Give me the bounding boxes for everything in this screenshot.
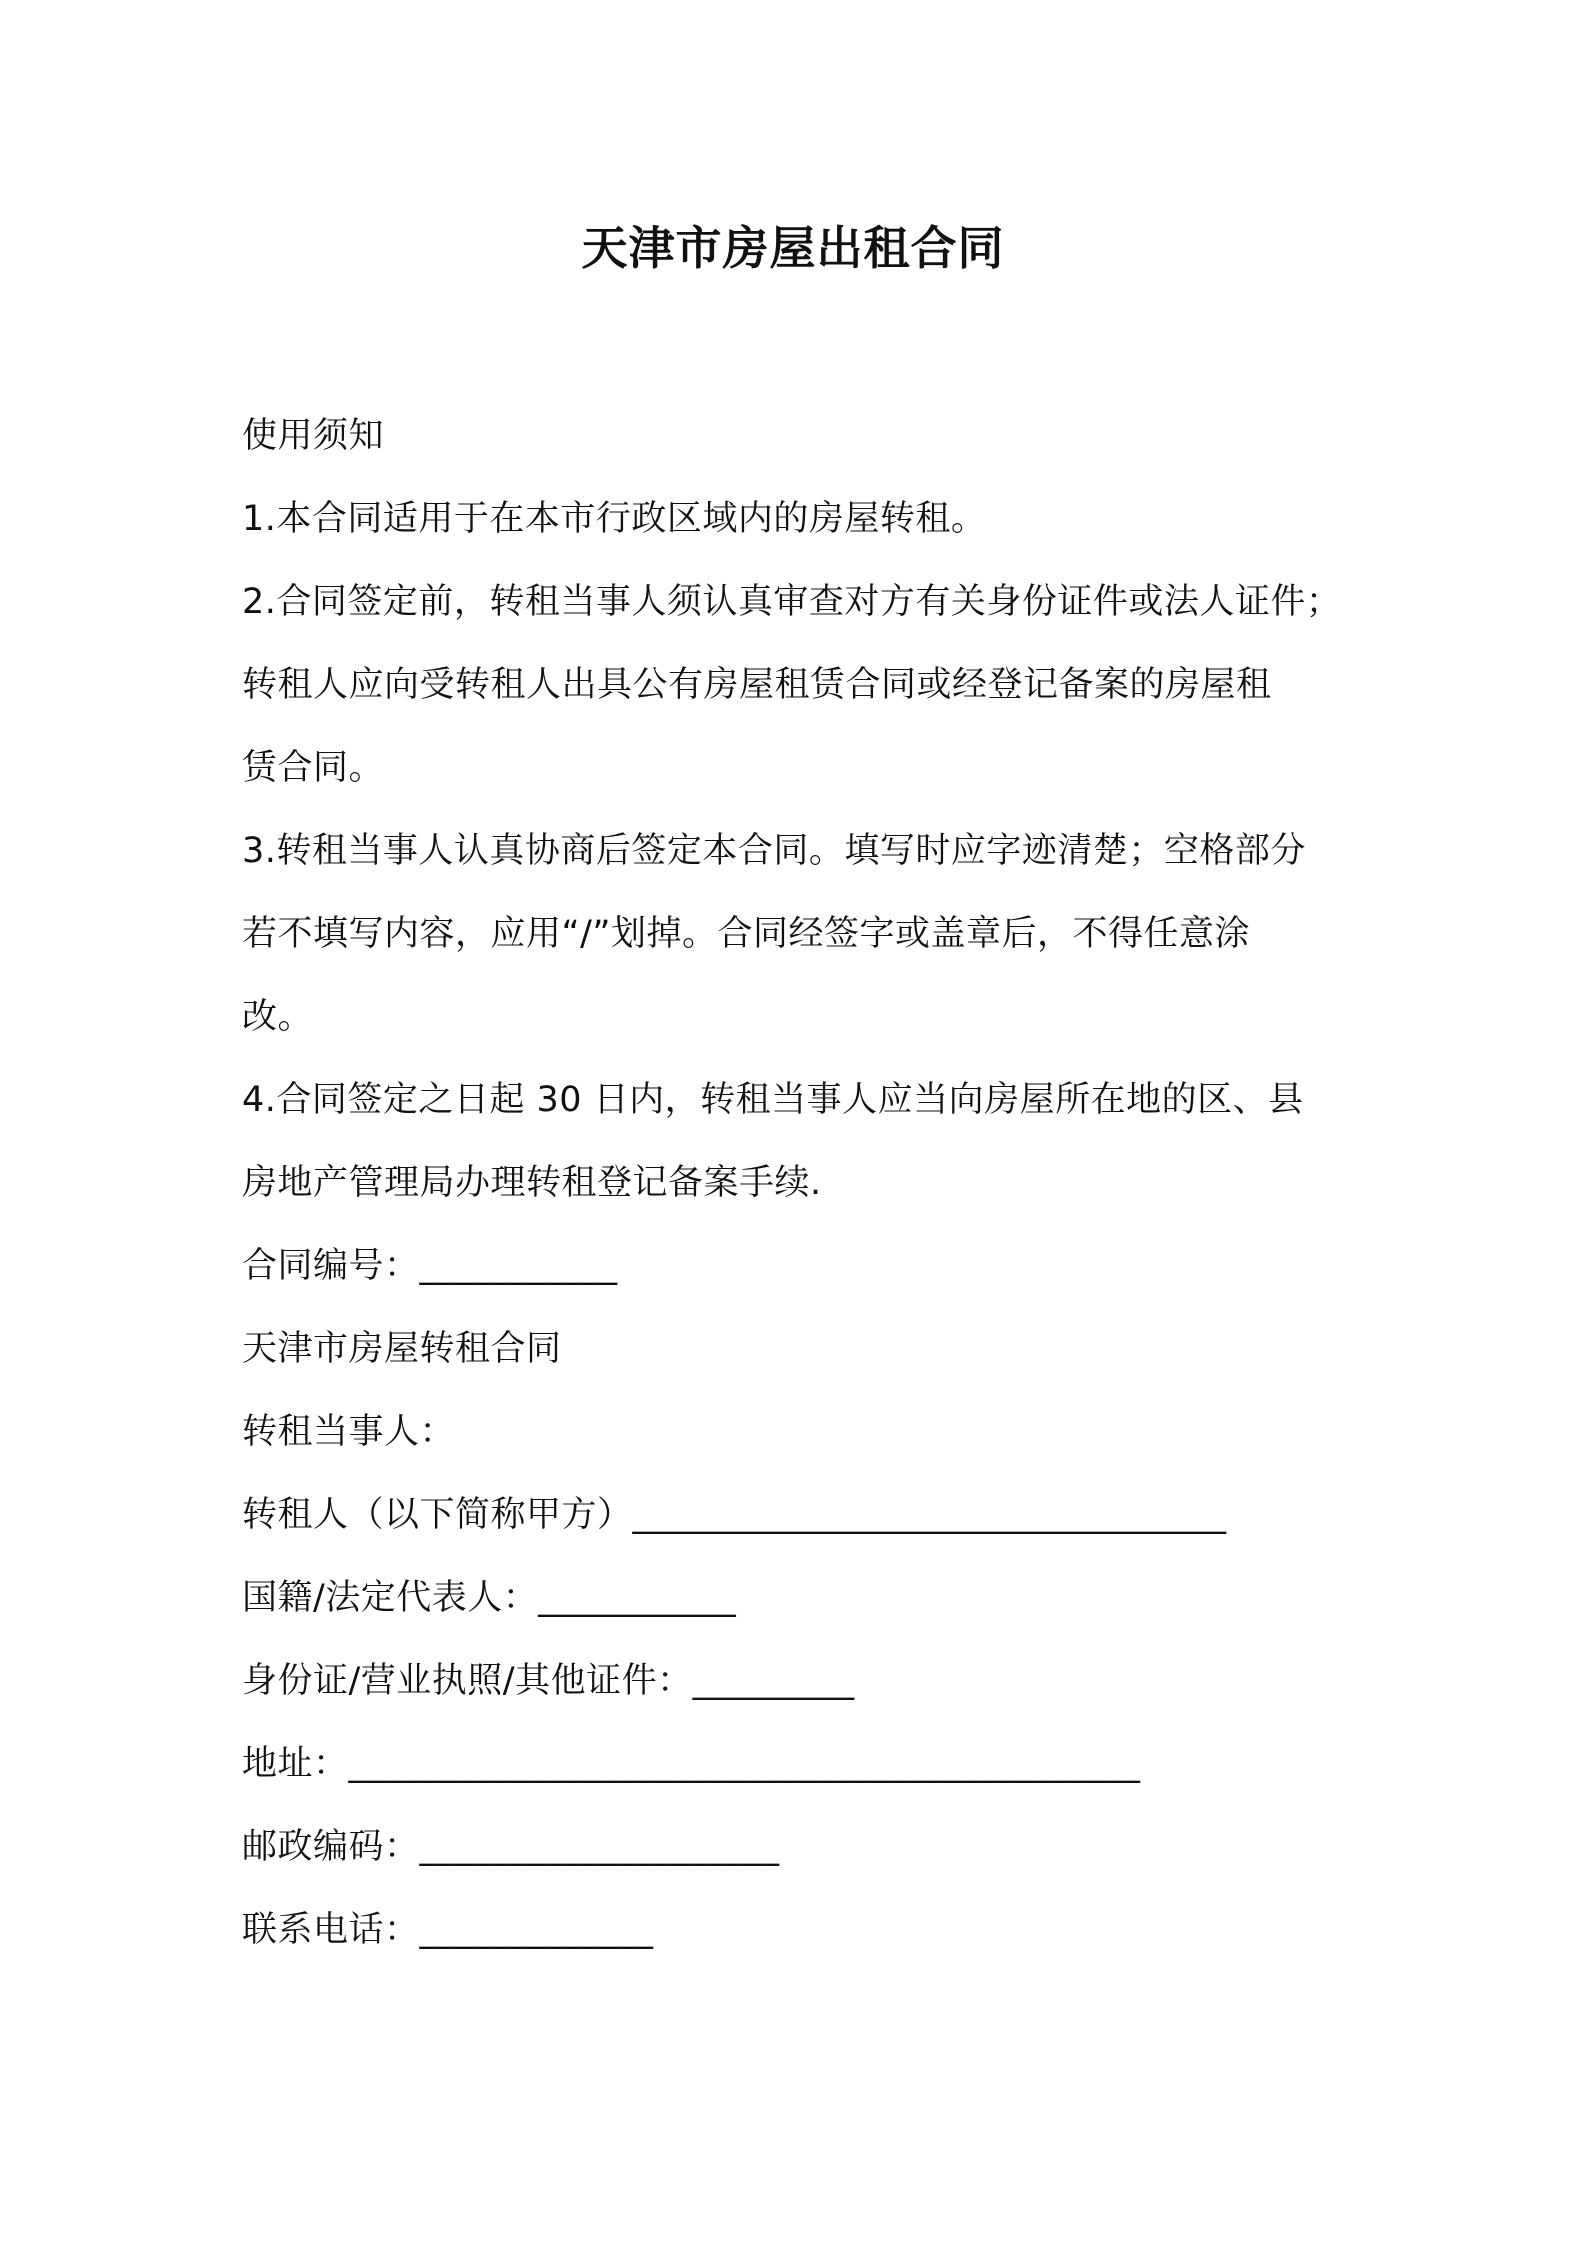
- phone-field: 联系电话：_____________: [242, 1910, 654, 1950]
- notice-item-1: 1.本合同适用于在本市行政区域内的房屋转租。: [242, 499, 987, 539]
- nationality-representative-field: 国籍/法定代表人：___________: [242, 1578, 737, 1618]
- address-field: 地址：____________________________________________: [242, 1744, 1141, 1784]
- contract-subtitle: 天津市房屋转租合同: [242, 1329, 562, 1369]
- notice-item-2-line-2: 转租人应向受转租人出具公有房屋租赁合同或经登记备案的房屋租: [242, 665, 1272, 705]
- contract-number-field: 合同编号：___________: [242, 1246, 618, 1286]
- lessor-name-field: 转租人（以下简称甲方）_________________________________: [242, 1495, 1227, 1535]
- document-body: [242, 395, 1372, 1972]
- notice-item-2-line-1: 2.合同签定前，转租当事人须认真审查对方有关身份证件或法人证件；: [242, 582, 1342, 622]
- notice-item-3-line-3: 改。: [242, 997, 314, 1037]
- notice-item-2-line-3: 赁合同。: [242, 748, 385, 788]
- notice-item-4-line-2: 房地产管理局办理转租登记备案手续.: [242, 1163, 822, 1203]
- parties-heading: 转租当事人：: [242, 1412, 456, 1452]
- notice-heading: 使用须知: [242, 416, 385, 456]
- document-title: 天津市房屋出租合同: [581, 221, 1005, 275]
- id-license-field: 身份证/营业执照/其他证件：_________: [242, 1661, 855, 1701]
- notice-item-3-line-2: 若不填写内容，应用“/”划掉。合同经签字或盖章后，不得任意涂: [242, 914, 1251, 954]
- postal-code-field: 邮政编码：____________________: [242, 1827, 780, 1867]
- notice-item-3-line-1: 3.转租当事人认真协商后签定本合同。填写时应字迹清楚；空格部分: [242, 831, 1306, 871]
- notice-item-4-line-1: 4.合同签定之日起 30 日内，转租当事人应当向房屋所在地的区、县: [242, 1080, 1304, 1120]
